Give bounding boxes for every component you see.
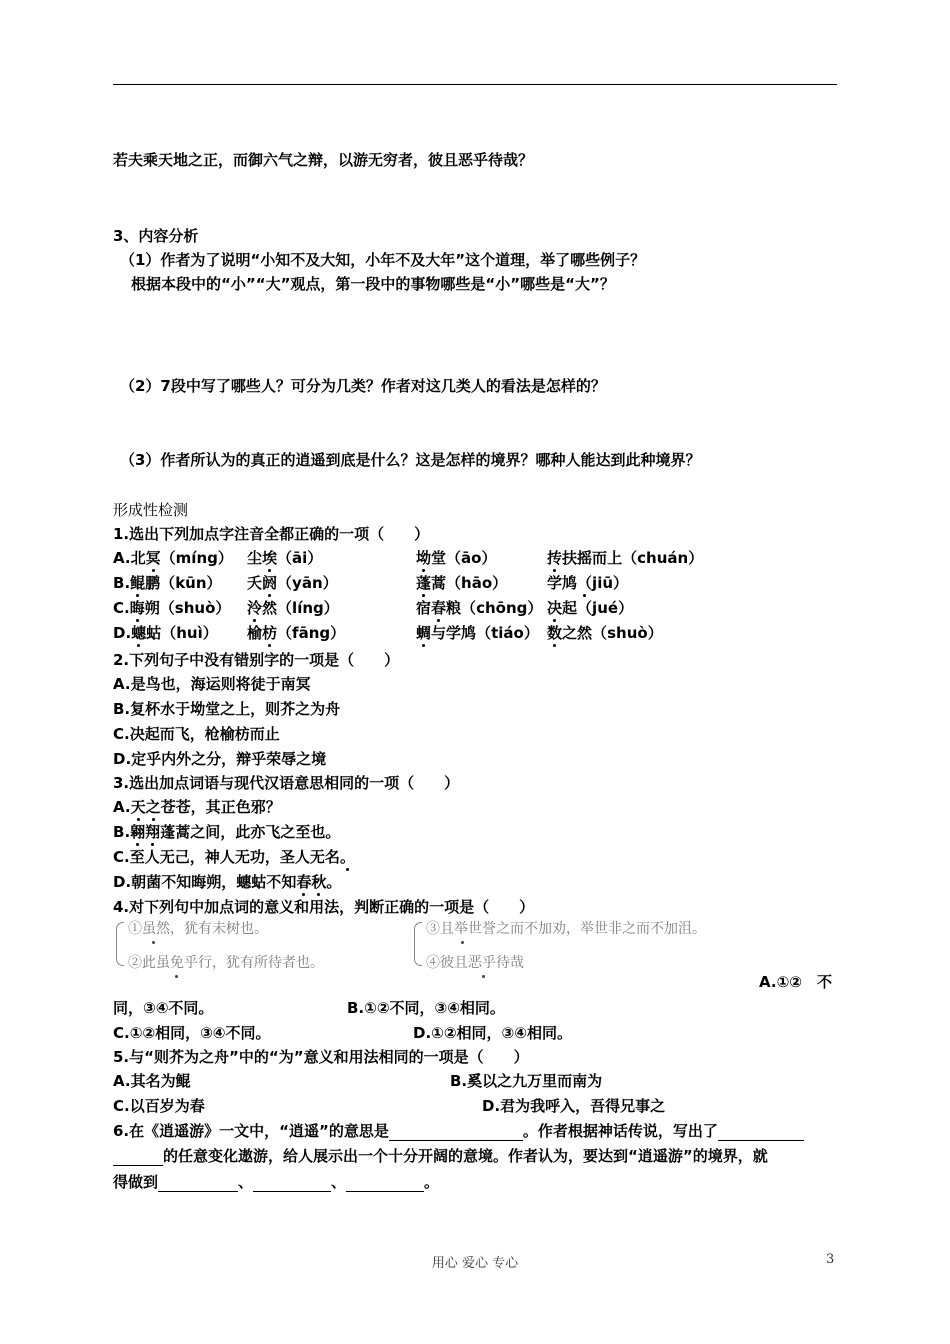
q1-option-a-item-4: 抟扶摇而上（chuán）: [547, 549, 704, 567]
q1-option-d-item-3: 蜩与学鸠（tiáo）: [416, 624, 539, 642]
q1-option-b-item-3: 蓬蒿（hāo）: [416, 574, 508, 592]
q1-option-b-item-1: B.鲲鹏（kūn）: [113, 574, 222, 592]
q4-sentence-3: ③且举世誉之而不加劝，举世非之而不加沮。: [426, 921, 706, 937]
q2-option-b: B.复杯水于坳堂之上，则芥之为舟: [113, 700, 341, 718]
q6-blank-1[interactable]: [389, 1124, 523, 1141]
q1-stem: 1.选出下列加点字注音全都正确的一项（ ）: [113, 525, 430, 543]
q1-option-c-item-3: 宿春粮（chōng）: [416, 599, 543, 617]
question-2: （2）7段中写了哪些人？可分为几类？作者对这几类人的看法是怎样的？: [120, 377, 606, 395]
q4-brace-right: [414, 922, 422, 966]
q6-part-3: 的任意变化遨游，给人展示出一个十分开阔的意境。作者认为，要达到“逍遥游”的境界，就: [163, 1147, 768, 1165]
q2-option-d: D.定乎内外之分，辩乎荣辱之境: [113, 750, 327, 768]
q5-option-a: A.其名为鲲: [113, 1072, 191, 1090]
q3-option-b: B.翱翔蓬蒿之间，此亦飞之至也。: [113, 823, 341, 841]
q4-stem: 4.对下列句中加点词的意义和用法，判断正确的一项是（ ）: [113, 898, 535, 916]
q6-line-3: [113, 1172, 439, 1192]
q6-sep-1: 、: [238, 1173, 254, 1191]
q4-option-d: D.①②相同，③④相同。: [413, 1024, 572, 1042]
q4-brace-left: [116, 922, 124, 966]
q6-line-1: [113, 1121, 804, 1141]
q4-option-a-head: A.①② 不: [759, 973, 832, 991]
q6-part-2: 。作者根据神话传说，写出了: [522, 1122, 718, 1140]
q4-sentence-1: ①虽然，犹有未树也。: [128, 921, 268, 937]
q4-option-b: B.①②不同，③④相同。: [347, 999, 505, 1017]
q6-blank-3[interactable]: [158, 1175, 238, 1192]
header-rule: [113, 84, 837, 85]
q6-blank-4[interactable]: [253, 1175, 331, 1192]
question-1b: 根据本段中的“小”“大”观点，第一段中的事物哪些是“小”哪些是“大”？: [131, 275, 615, 293]
q4-dot-2: [175, 975, 178, 978]
q4-option-c: C.①②相同，③④不同。: [113, 1024, 271, 1042]
q2-stem: 2.下列句子中没有错别字的一项是（ ）: [113, 651, 400, 669]
q5-option-b: B.奚以之九万里而南为: [450, 1072, 603, 1090]
section-title: 3、内容分析: [113, 227, 199, 245]
q6-part-4: 得做到: [113, 1173, 159, 1191]
q6-blank-2a[interactable]: [718, 1124, 804, 1141]
question-3: （3）作者所认为的真正的逍遥到底是什么？这是怎样的境界？哪种人能达到此种境界？: [120, 451, 701, 469]
text-line-top: 若夫乘天地之正，而御六气之辩，以游无穷者，彼且恶乎待哉？: [113, 151, 534, 169]
q6-line-2: [113, 1146, 768, 1166]
q4-sentence-2: ②此虽免乎行，犹有所待者也。: [128, 955, 324, 971]
q4-dot-1: [152, 941, 155, 944]
q1-option-d-item-4: 数之然（shuò）: [547, 624, 663, 642]
q6-end: 。: [424, 1173, 440, 1191]
q1-option-a-item-2: 尘埃（āi）: [247, 549, 323, 567]
q1-option-c-item-2: 泠然（líng）: [247, 599, 339, 617]
question-1a: （1）作者为了说明“小知不及大知，小年不及大年”这个道理，举了哪些例子？: [120, 251, 646, 269]
q6-sep-2: 、: [331, 1173, 347, 1191]
q2-option-a: A.是鸟也，海运则将徒于南冥: [113, 675, 311, 693]
q3-option-d: D.朝菌不知晦朔，蟪蛄不知春秋。: [113, 873, 342, 891]
q6-part-1: 6.在《逍遥游》一文中，“逍遥”的意思是: [113, 1122, 389, 1140]
q4-sentence-4: ④彼且恶乎待哉: [426, 955, 524, 971]
q5-stem: 5.与“则芥为之舟”中的“为”意义和用法相同的一项是（ ）: [113, 1048, 529, 1066]
q1-option-c-item-1: C.晦朔（shuò）: [113, 599, 231, 617]
q1-option-c-item-4: 决起（jué）: [547, 599, 634, 617]
test-heading: 形成性检测: [113, 501, 189, 519]
q4-option-a-tail: 同，③④不同。: [113, 999, 214, 1017]
q5-option-d: D.君为我呼入，吾得兄事之: [482, 1097, 666, 1115]
q5-option-c: C.以百岁为春: [113, 1097, 205, 1115]
q1-option-a-item-1: A.北冥（míng）: [113, 549, 233, 567]
q3-option-a: A.天之苍苍，其正色邪？: [113, 798, 281, 816]
q2-option-c: C.决起而飞，枪榆枋而止: [113, 725, 280, 743]
q6-blank-2b[interactable]: [113, 1149, 163, 1166]
q4-dot-3: [461, 941, 464, 944]
q6-blank-5[interactable]: [346, 1175, 424, 1192]
q1-option-a-item-3: 坳堂（āo）: [416, 549, 497, 567]
q1-option-b-item-2: 夭阏（yān）: [247, 574, 338, 592]
q1-option-d-item-1: D.蟪蛄（huì）: [113, 624, 218, 642]
page-number: 3: [826, 1252, 835, 1267]
q3-option-c: C.至人无己，神人无功，圣人无名。: [113, 848, 355, 866]
q3-stem: 3.选出加点词语与现代汉语意思相同的一项（ ）: [113, 774, 460, 792]
q4-dot-4: [482, 975, 485, 978]
page-footer: 用心 爱心 专心: [431, 1256, 519, 1271]
q1-option-b-item-4: 学鸠（jiū）: [547, 574, 629, 592]
q1-option-d-item-2: 榆枋（fāng）: [247, 624, 346, 642]
